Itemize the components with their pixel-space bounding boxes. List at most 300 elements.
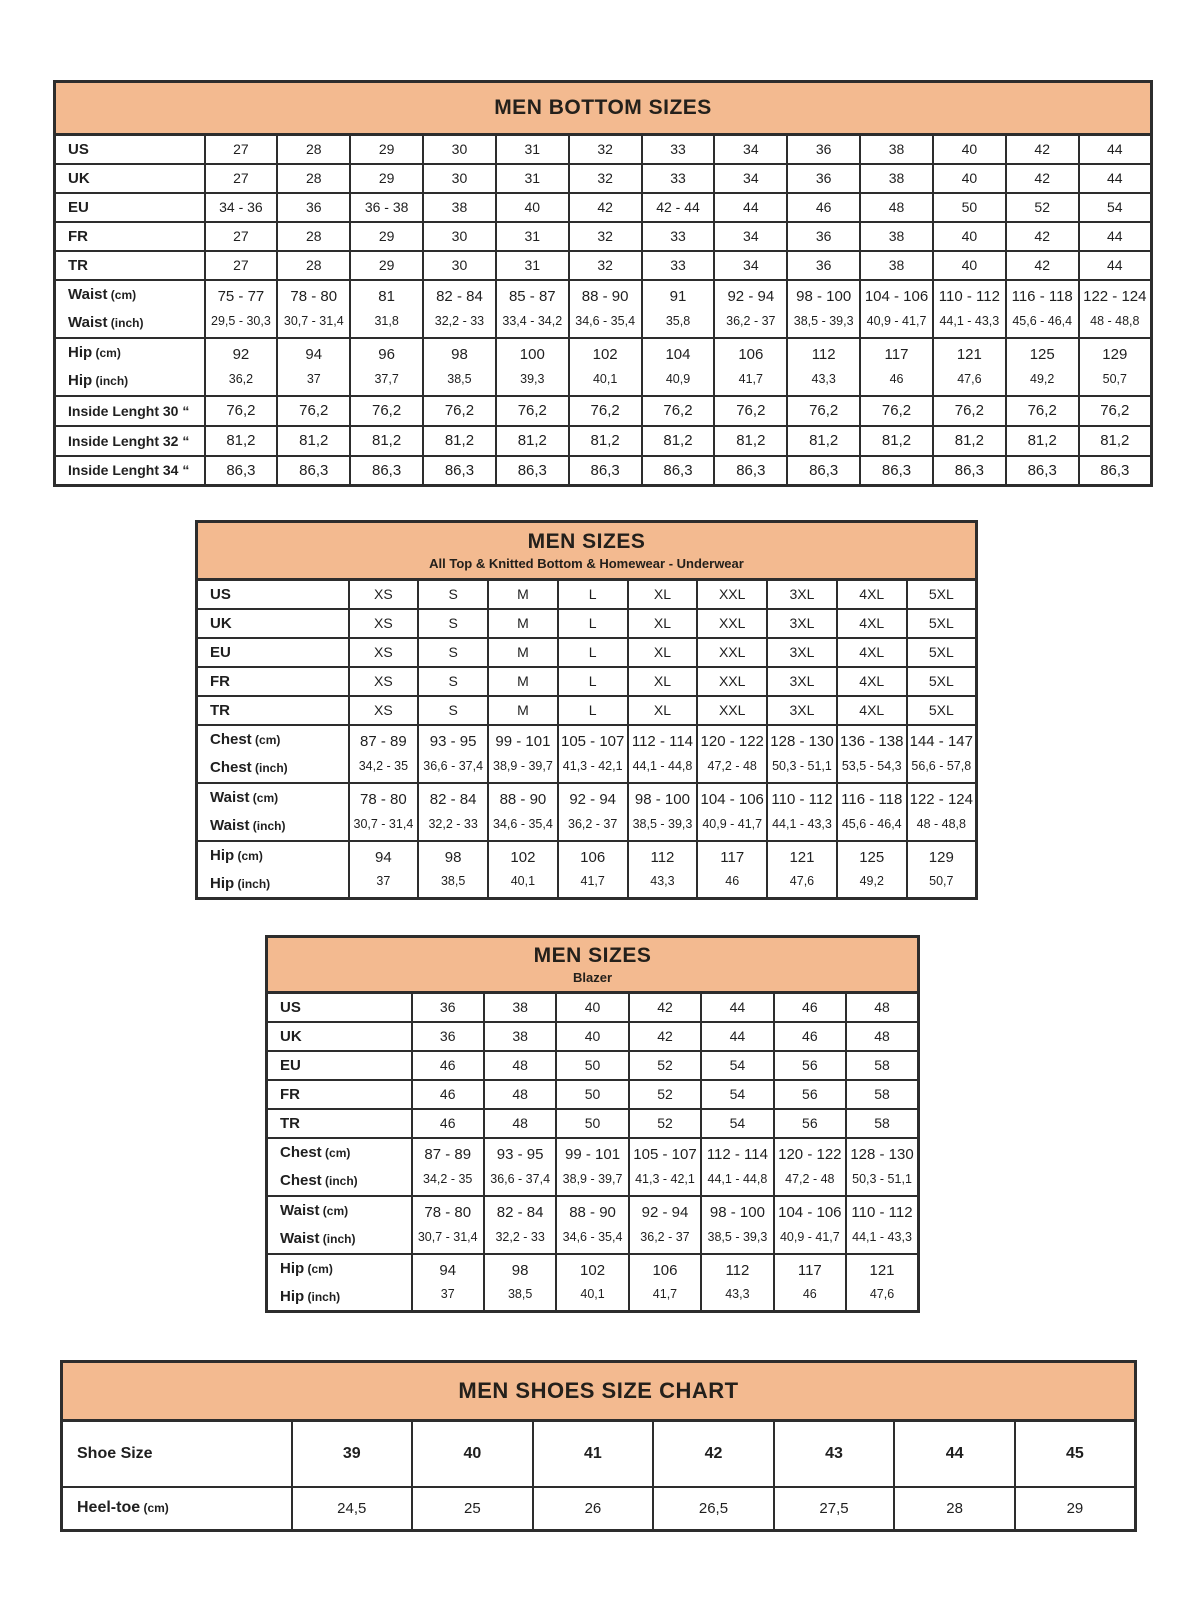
size-cell: 76,2: [496, 396, 569, 426]
table-row: [267, 1051, 919, 1080]
size-cell: XL: [628, 580, 698, 609]
size-cell: M: [488, 696, 558, 725]
size-cell: 44,1 - 44,8: [701, 1167, 773, 1196]
size-cell: 3XL: [767, 638, 837, 667]
size-cell: 47,6: [933, 367, 1006, 396]
size-cell: 38: [484, 1022, 556, 1051]
size-cell: 86,3: [350, 456, 423, 486]
table-title-bar: [267, 937, 919, 993]
size-cell: 29,5 - 30,3: [205, 309, 278, 338]
size-cell: 40,9 - 41,7: [860, 309, 933, 338]
table-row: [267, 1109, 919, 1138]
size-cell: 116 - 118: [1006, 280, 1079, 309]
size-cell: 34,6 - 35,4: [488, 812, 558, 841]
size-cell: 85 - 87: [496, 280, 569, 309]
size-cell: 4XL: [837, 609, 907, 638]
row-label-unit: (cm): [304, 1262, 333, 1276]
table-row: [267, 1283, 919, 1312]
size-cell: 30: [423, 164, 496, 193]
size-cell: 41,3 - 42,1: [558, 754, 628, 783]
size-cell: XXL: [697, 580, 767, 609]
row-label-unit: (inch): [251, 761, 288, 775]
size-cell: 76,2: [787, 396, 860, 426]
size-cell: 33: [642, 135, 715, 164]
size-cell: 38: [423, 193, 496, 222]
size-cell: 99 - 101: [556, 1138, 628, 1167]
row-label: [55, 338, 205, 367]
row-label-text: Waist: [210, 789, 250, 806]
size-cell: 82 - 84: [423, 280, 496, 309]
row-label-text: Hip: [68, 372, 93, 389]
size-cell: 38,9 - 39,7: [488, 754, 558, 783]
row-label-text: EU: [280, 1056, 301, 1074]
row-label-text: Waist: [68, 286, 108, 303]
size-cell: 3XL: [767, 609, 837, 638]
size-cell: M: [488, 609, 558, 638]
size-cell: 104: [642, 338, 715, 367]
size-cell: 36: [787, 251, 860, 280]
size-cell: 81,2: [1006, 426, 1079, 456]
size-cell: 112: [787, 338, 860, 367]
table-row: [267, 1196, 919, 1225]
size-cell: 78 - 80: [412, 1196, 484, 1225]
row-label-unit: (inch): [107, 316, 144, 330]
size-cell: 27: [205, 222, 278, 251]
size-cell: 38,9 - 39,7: [556, 1167, 628, 1196]
size-cell: 112: [628, 841, 698, 870]
row-label-unit: (cm): [140, 1501, 169, 1516]
row-label: [197, 870, 349, 899]
size-cell: 27: [205, 251, 278, 280]
size-cell: 44: [1079, 251, 1152, 280]
row-label: [197, 754, 349, 783]
size-cell: 32,2 - 33: [423, 309, 496, 338]
size-cell: 121: [846, 1254, 918, 1283]
size-cell: 41,7: [629, 1283, 701, 1312]
size-cell: 38: [860, 164, 933, 193]
size-cell: 42: [629, 993, 701, 1022]
size-cell: 40: [496, 193, 569, 222]
size-cell: 87 - 89: [412, 1138, 484, 1167]
table-row: [62, 1487, 1136, 1531]
size-cell: 30: [423, 251, 496, 280]
size-cell: 44: [1079, 222, 1152, 251]
size-cell: 125: [837, 841, 907, 870]
size-cell: 4XL: [837, 696, 907, 725]
size-cell: 36,2: [205, 367, 278, 396]
size-cell: 5XL: [907, 667, 977, 696]
row-label: [55, 396, 205, 426]
size-cell: 36,2 - 37: [629, 1225, 701, 1254]
size-cell: 40,9: [642, 367, 715, 396]
size-cell: 39: [292, 1421, 413, 1487]
size-cell: 36,6 - 37,4: [418, 754, 488, 783]
size-cell: 40: [556, 993, 628, 1022]
size-cell: 45: [1015, 1421, 1136, 1487]
row-label-unit: (inch): [92, 374, 129, 388]
size-cell: 34: [714, 135, 787, 164]
size-cell: 29: [350, 135, 423, 164]
size-cell: 99 - 101: [488, 725, 558, 754]
size-cell: 76,2: [714, 396, 787, 426]
size-cell: 4XL: [837, 580, 907, 609]
size-cell: 81,2: [423, 426, 496, 456]
size-cell: 47,2 - 48: [697, 754, 767, 783]
size-cell: 5XL: [907, 580, 977, 609]
size-cell: 38,5: [484, 1283, 556, 1312]
men-shoes-size-chart: [60, 1360, 1137, 1532]
size-cell: L: [558, 696, 628, 725]
size-cell: 44,1 - 43,3: [933, 309, 1006, 338]
size-cell: XXL: [697, 638, 767, 667]
size-cell: 40,1: [556, 1283, 628, 1312]
size-cell: 104 - 106: [697, 783, 767, 812]
table-row: [55, 367, 1152, 396]
size-cell: XXL: [697, 667, 767, 696]
row-label-text: Chest: [280, 1172, 322, 1189]
row-label: [267, 1254, 412, 1283]
size-cell: 33,4 - 34,2: [496, 309, 569, 338]
row-label-unit: (cm): [319, 1204, 349, 1218]
men-bottom-sizes: [53, 80, 1153, 487]
row-label-unit: (inch): [249, 819, 286, 833]
size-cell: M: [488, 667, 558, 696]
table-row: [55, 251, 1152, 280]
size-cell: 47,2 - 48: [774, 1167, 846, 1196]
size-cell: 125: [1006, 338, 1079, 367]
row-label-unit: (cm): [321, 1146, 351, 1160]
row-label-unit: (inch): [304, 1289, 341, 1304]
size-cell: 42 - 44: [642, 193, 715, 222]
row-label: [267, 1196, 412, 1225]
row-label-unit: (cm): [107, 288, 137, 302]
size-cell: 41,3 - 42,1: [629, 1167, 701, 1196]
size-cell: 54: [701, 1080, 773, 1109]
row-label-text: US: [210, 585, 231, 603]
row-label-text: UK: [280, 1027, 302, 1045]
size-cell: 46: [412, 1051, 484, 1080]
size-cell: 49,2: [837, 870, 907, 899]
size-cell: 92: [205, 338, 278, 367]
size-cell: 88 - 90: [556, 1196, 628, 1225]
row-label-text: Inside Lenght 34 “: [68, 462, 190, 479]
size-cell: XL: [628, 667, 698, 696]
size-cell: 38,5 - 39,3: [787, 309, 860, 338]
size-cell: 50: [933, 193, 1006, 222]
size-cell: 54: [701, 1051, 773, 1080]
size-cell: 42: [1006, 251, 1079, 280]
table-title-bar: [55, 82, 1152, 135]
table-row: [55, 135, 1152, 164]
size-cell: 128 - 130: [846, 1138, 918, 1167]
size-cell: 32: [569, 135, 642, 164]
size-cell: 36: [787, 222, 860, 251]
size-cell: 43,3: [628, 870, 698, 899]
size-cell: 46: [774, 1283, 846, 1312]
table-row: [62, 1421, 1136, 1487]
table-row: [197, 580, 977, 609]
table-row: [55, 456, 1152, 486]
size-cell: S: [418, 696, 488, 725]
size-cell: 46: [697, 870, 767, 899]
size-cell: 52: [629, 1109, 701, 1138]
size-cell: 32,2 - 33: [418, 812, 488, 841]
size-cell: XS: [349, 696, 419, 725]
row-label-text: US: [68, 140, 89, 158]
size-cell: S: [418, 638, 488, 667]
size-cell: 82 - 84: [484, 1196, 556, 1225]
row-label-unit: (inch): [234, 876, 271, 891]
size-cell: 36,2 - 37: [714, 309, 787, 338]
size-cell: 36: [787, 164, 860, 193]
size-cell: 44,1 - 44,8: [628, 754, 698, 783]
size-cell: 56: [774, 1109, 846, 1138]
table-title: MEN BOTTOM SIZES: [494, 96, 712, 119]
size-cell: 105 - 107: [558, 725, 628, 754]
row-label: [267, 1109, 412, 1138]
size-cell: 112 - 114: [628, 725, 698, 754]
table-row: [267, 1254, 919, 1283]
size-cell: 40,1: [569, 367, 642, 396]
table-row: [55, 164, 1152, 193]
table-row: [197, 667, 977, 696]
size-cell: 30,7 - 31,4: [349, 812, 419, 841]
size-cell: 86,3: [205, 456, 278, 486]
size-cell: XS: [349, 638, 419, 667]
table-row: [267, 1022, 919, 1051]
size-cell: 31: [496, 164, 569, 193]
size-cell: 86,3: [933, 456, 1006, 486]
size-cell: 102: [569, 338, 642, 367]
size-cell: 24,5: [292, 1487, 413, 1531]
row-label-text: Hip: [210, 874, 235, 892]
size-cell: 38: [484, 993, 556, 1022]
size-cell: 98 - 100: [701, 1196, 773, 1225]
size-cell: 81,2: [350, 426, 423, 456]
size-cell: 117: [860, 338, 933, 367]
row-label-text: FR: [68, 227, 88, 245]
row-label-text: Hip: [68, 344, 93, 361]
size-cell: 27: [205, 164, 278, 193]
row-label: [267, 1225, 412, 1254]
size-cell: 40: [933, 135, 1006, 164]
size-cell: 42: [653, 1421, 774, 1487]
size-cell: 31: [496, 222, 569, 251]
size-cell: 48: [484, 1080, 556, 1109]
size-cell: 33: [642, 222, 715, 251]
size-cell: 34,6 - 35,4: [556, 1225, 628, 1254]
size-cell: 42: [629, 1022, 701, 1051]
size-cell: 44: [714, 193, 787, 222]
size-cell: 58: [846, 1051, 918, 1080]
row-label: [197, 812, 349, 841]
table-title-bar: [62, 1362, 1136, 1421]
size-cell: 116 - 118: [837, 783, 907, 812]
row-label: [267, 1283, 412, 1312]
size-cell: 44: [701, 993, 773, 1022]
size-cell: 106: [714, 338, 787, 367]
size-cell: 76,2: [277, 396, 350, 426]
size-cell: 40: [556, 1022, 628, 1051]
size-cell: 41: [533, 1421, 654, 1487]
size-cell: 47,6: [767, 870, 837, 899]
size-cell: 52: [629, 1051, 701, 1080]
size-cell: 5XL: [907, 638, 977, 667]
size-cell: M: [488, 580, 558, 609]
size-cell: 102: [556, 1254, 628, 1283]
size-cell: 44: [1079, 135, 1152, 164]
table-row: [197, 696, 977, 725]
size-cell: 42: [1006, 222, 1079, 251]
row-label: [55, 280, 205, 309]
size-cell: 50: [556, 1051, 628, 1080]
size-cell: 50: [556, 1080, 628, 1109]
row-label: [197, 638, 349, 667]
size-cell: 76,2: [205, 396, 278, 426]
size-cell: 86,3: [569, 456, 642, 486]
size-cell: M: [488, 638, 558, 667]
size-cell: 75 - 77: [205, 280, 278, 309]
size-cell: 37,7: [350, 367, 423, 396]
size-cell: 112: [701, 1254, 773, 1283]
size-cell: 33: [642, 251, 715, 280]
size-cell: 76,2: [350, 396, 423, 426]
size-cell: 28: [277, 222, 350, 251]
size-cell: S: [418, 609, 488, 638]
size-cell: 48: [846, 993, 918, 1022]
size-cell: 50,3 - 51,1: [846, 1167, 918, 1196]
row-label: [197, 696, 349, 725]
size-cell: 48: [484, 1109, 556, 1138]
table-row: [267, 1080, 919, 1109]
size-cell: 36,6 - 37,4: [484, 1167, 556, 1196]
size-cell: 31,8: [350, 309, 423, 338]
size-cell: XXL: [697, 609, 767, 638]
size-cell: 76,2: [569, 396, 642, 426]
size-cell: 49,2: [1006, 367, 1079, 396]
row-label-text: UK: [68, 169, 90, 187]
size-cell: 122 - 124: [1079, 280, 1152, 309]
size-cell: 110 - 112: [767, 783, 837, 812]
size-cell: 81,2: [277, 426, 350, 456]
size-cell: 76,2: [423, 396, 496, 426]
size-cell: 86,3: [496, 456, 569, 486]
size-cell: 117: [774, 1254, 846, 1283]
size-cell: S: [418, 667, 488, 696]
size-cell: 37: [412, 1283, 484, 1312]
men-sizes-top-knitted-table: [195, 520, 978, 900]
size-cell: 96: [350, 338, 423, 367]
size-cell: 105 - 107: [629, 1138, 701, 1167]
size-cell: 48: [484, 1051, 556, 1080]
table-row: [55, 426, 1152, 456]
row-label: [267, 993, 412, 1022]
size-cell: L: [558, 638, 628, 667]
size-cell: 34,2 - 35: [412, 1167, 484, 1196]
table-row: [197, 638, 977, 667]
size-cell: 92 - 94: [558, 783, 628, 812]
row-label: [55, 135, 205, 164]
size-cell: XS: [349, 580, 419, 609]
row-label-text: Hip: [210, 847, 235, 864]
row-label-text: Chest: [280, 1144, 322, 1161]
size-cell: 98 - 100: [628, 783, 698, 812]
size-cell: 86,3: [787, 456, 860, 486]
row-label: [55, 164, 205, 193]
table-row: [55, 280, 1152, 309]
size-cell: 76,2: [860, 396, 933, 426]
size-cell: 27: [205, 135, 278, 164]
table-row: [267, 1138, 919, 1167]
row-label-text: FR: [210, 672, 230, 690]
size-cell: 86,3: [714, 456, 787, 486]
size-cell: 3XL: [767, 667, 837, 696]
size-cell: 98: [423, 338, 496, 367]
row-label-unit: (cm): [92, 346, 121, 360]
table-row: [197, 812, 977, 841]
size-cell: 78 - 80: [277, 280, 350, 309]
size-cell: 38,5: [423, 367, 496, 396]
size-cell: 104 - 106: [860, 280, 933, 309]
size-cell: 53,5 - 54,3: [837, 754, 907, 783]
men-bottom-sizes-table: [53, 80, 1153, 487]
size-cell: 93 - 95: [418, 725, 488, 754]
size-cell: 43: [774, 1421, 895, 1487]
size-cell: 38,5 - 39,3: [628, 812, 698, 841]
size-cell: 4XL: [837, 638, 907, 667]
size-cell: 38,5: [418, 870, 488, 899]
size-cell: 98: [484, 1254, 556, 1283]
table-row: [55, 222, 1152, 251]
row-label: [197, 841, 349, 870]
size-cell: 28: [277, 135, 350, 164]
size-cell: S: [418, 580, 488, 609]
size-cell: 42: [1006, 164, 1079, 193]
size-cell: 43,3: [787, 367, 860, 396]
row-label-text: TR: [68, 256, 88, 274]
size-cell: 52: [1006, 193, 1079, 222]
size-cell: 43,3: [701, 1283, 773, 1312]
size-cell: 28: [277, 164, 350, 193]
table-row: [55, 193, 1152, 222]
men-sizes-top-knitted: [195, 520, 978, 900]
size-cell: 4XL: [837, 667, 907, 696]
table-row: [55, 396, 1152, 426]
size-cell: 34: [714, 222, 787, 251]
size-cell: 81,2: [569, 426, 642, 456]
men-shoes-size-chart-table: [60, 1360, 1137, 1532]
size-cell: 104 - 106: [774, 1196, 846, 1225]
size-cell: 78 - 80: [349, 783, 419, 812]
size-cell: 50,3 - 51,1: [767, 754, 837, 783]
table-title-bar: [197, 522, 977, 580]
size-cell: 121: [767, 841, 837, 870]
size-cell: 48 - 48,8: [907, 812, 977, 841]
size-cell: 56: [774, 1051, 846, 1080]
table-row: [197, 783, 977, 812]
size-cell: 5XL: [907, 609, 977, 638]
size-cell: 38: [860, 135, 933, 164]
size-cell: 40: [412, 1421, 533, 1487]
men-sizes-blazer: [265, 935, 920, 1313]
row-label: [62, 1421, 292, 1487]
size-cell: 81,2: [496, 426, 569, 456]
size-cell: 31: [496, 135, 569, 164]
size-cell: 36 - 38: [350, 193, 423, 222]
row-label-text: TR: [210, 701, 230, 719]
size-cell: 100: [496, 338, 569, 367]
table-row: [197, 725, 977, 754]
